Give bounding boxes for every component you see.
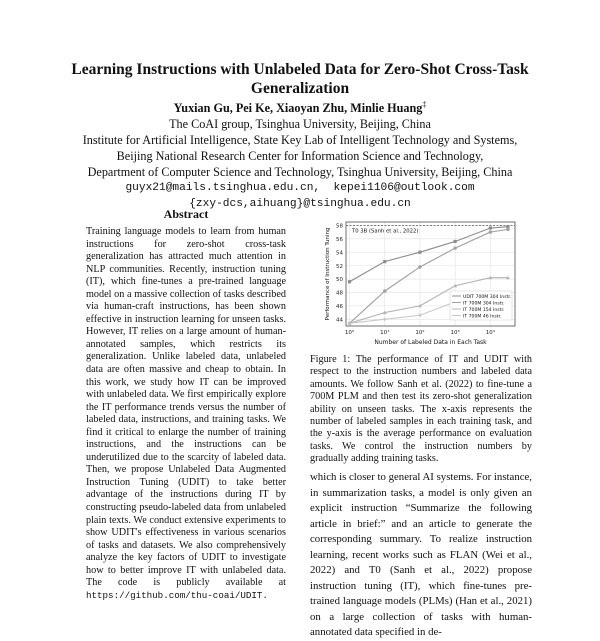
- y-tick-label: 58: [336, 223, 343, 230]
- data-point: [489, 230, 492, 233]
- abstract-body: [86, 226, 286, 602]
- data-point: [506, 228, 509, 231]
- data-point: [453, 246, 456, 249]
- title-line-1: Learning Instructions with Unlabeled Data for Zero-Shot Cross-Task: [71, 61, 529, 78]
- title-line-2: Generalization: [250, 80, 350, 97]
- performance-chart: [310, 218, 520, 346]
- y-tick-label: 56: [336, 236, 343, 243]
- y-tick-label: 52: [336, 263, 343, 270]
- data-point: [418, 265, 421, 268]
- data-point: [418, 313, 422, 317]
- author-block: [20, 97, 580, 212]
- paper-title: [40, 60, 560, 98]
- data-point: [383, 260, 386, 263]
- abstract-heading: Abstract: [163, 207, 209, 221]
- x-axis-label: Number of Labeled Data in Each Task: [374, 339, 487, 346]
- x-tick-label: 10⁰: [344, 330, 355, 336]
- affiliation-3: Beijing National Research Center for Information Science and Technology,: [116, 149, 484, 164]
- y-tick-label: 50: [336, 277, 343, 284]
- abstract-text: Training language models to learn from human instructions for zero-shot cross-task generalization has attracted much attention in NLP communities. Recently, instruction tuning (IT), which fine-tunes a pre-trained language model on a massive collection of tasks described via human-craft instructions, has been shown effective in instruction learning for unseen tasks. However, IT relies on a large amount of human-annotated samples, which restricts its generalization. Unlike labeled data, unlabeled data are often massive and cheap to obtain. In this work, we study how IT can be improved with unlabeled data. We first empirically explore the IT performance trends versus the number of labeled data, instructions, and training tasks. We find it critical to enlarge the number of training instructions, and the instructions can be underutilized due to the scarcity of labeled data. Then, we propose Unlabeled Data Augmented Instruction Tuning (UDIT) to take better advantage of the instructions during IT by constructing pseudo-labeled data from unlabeled plain texts. We conduct extensive experiments to show UDIT's effectiveness in various scenarios of tasks and datasets. We also comprehensively analyze the key factors of UDIT to investigate how to better improve IT with unlabeled data. The code is publicly available at: [86, 226, 286, 589]
- y-tick-label: 54: [336, 250, 343, 257]
- affiliation-1: The CoAI group, Tsinghua University, Beijing, China: [169, 117, 431, 132]
- y-tick-label: 48: [336, 290, 343, 297]
- data-point: [454, 240, 457, 243]
- y-tick-label: 46: [336, 304, 343, 311]
- code-url-link[interactable]: https://github.com/thu-coai/UDIT.: [86, 589, 268, 601]
- author-names: Yuxian Gu, Pei Ke, Xiaoyan Zhu, Minlie Huang: [173, 101, 423, 116]
- y-tick-label: 44: [336, 317, 343, 324]
- legend-entry: IT 700M 154 Instr.: [463, 307, 505, 313]
- body-text: which is closer to general AI systems. For instance, in summarization tasks, a model is only given an explicit instruction “Summarize the following article in brief:” and an article to generate the corresponding summary. To realize instruction learning, recent works such as FLAN (Wei et al., 2022) and T0 (Sanh et al., 2022) propose instruction tuning (IT), which fine-tunes pre-trained language models (PLMs) (Han et al., 2021) on a large collection of tasks with human-annotated data specified in de-: [310, 471, 532, 638]
- legend-entry: UDIT 700M 304 Instr.: [463, 294, 512, 300]
- data-point: [383, 317, 387, 321]
- x-tick-label: 10²: [415, 330, 425, 336]
- author-emails-2: {zxy-dcs,aihuang}@tsinghua.edu.cn: [189, 198, 411, 211]
- affiliation-4: Department of Computer Science and Technology, Tsinghua University, Beijing, China: [87, 165, 513, 180]
- y-axis-label: Performance of Instruction Tuning: [325, 227, 331, 321]
- author-footnote-mark: ‡: [422, 100, 427, 109]
- data-point: [348, 280, 351, 283]
- data-point: [489, 226, 492, 229]
- legend-entry: IT 700M 46 Instr.: [463, 314, 502, 320]
- author-emails-1: guyx21@mails.tsinghua.edu.cn, kepei1106@outlook.com: [125, 182, 475, 195]
- x-tick-label: 10³: [450, 330, 460, 336]
- figure-1: [310, 218, 520, 346]
- legend-entry: IT 700M 304 Instr.: [463, 301, 505, 307]
- x-tick-label: 10¹: [380, 330, 390, 336]
- x-tick-label: 10⁴: [485, 330, 495, 336]
- figure-caption: Figure 1: The performance of IT and UDIT with respect to the instruction numbers and labeled data amounts. We follow Sanh et al. (2022) to fine-tune a 700M PLM and then test its zero-shot generalization ability on unseen tasks. The x-axis represents the number of labeled samples in each training task, and the y-axis is the average performance on evaluation tasks. We control the instruction numbers by gradually adding training tasks.: [310, 354, 532, 465]
- reference-label: T0 3B (Sanh et al., 2022): [352, 228, 419, 235]
- data-point: [418, 251, 421, 254]
- affiliation-2: Institute for Artificial Intelligence, State Key Lab of Intelligent Technology and Systems,: [82, 133, 518, 148]
- data-point: [383, 289, 386, 292]
